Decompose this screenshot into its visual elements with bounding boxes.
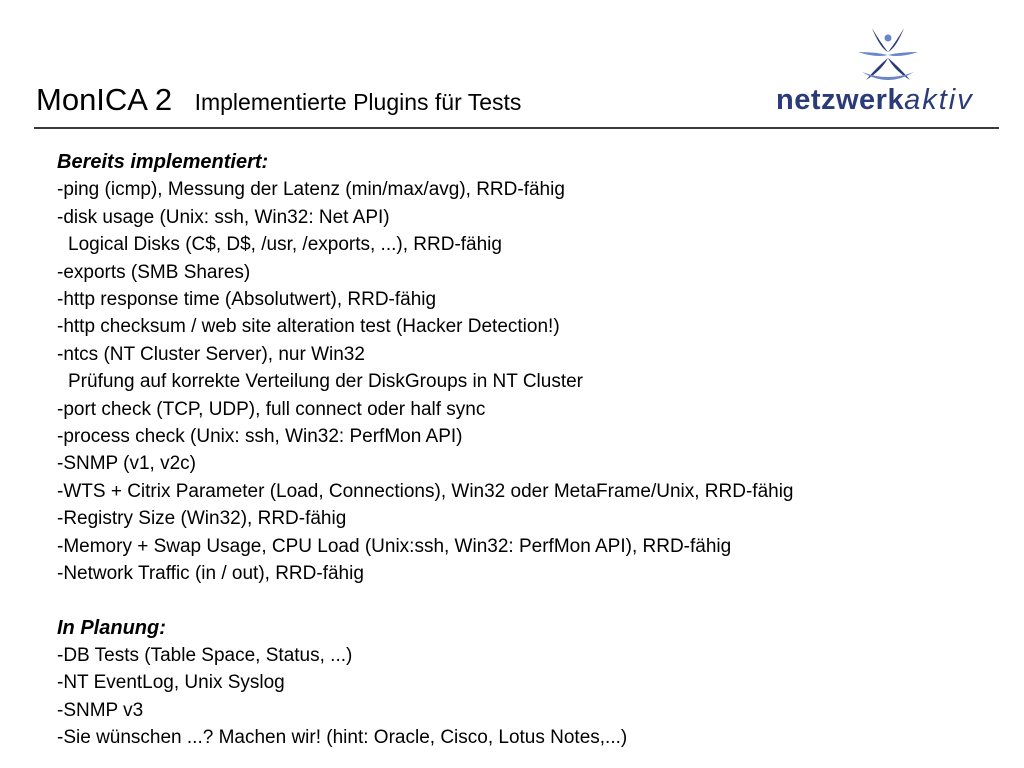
logo-wordmark xyxy=(776,84,974,117)
list-item: Prüfung auf korrekte Verteilung der DiskGroups in NT Cluster xyxy=(68,371,583,393)
section-heading: In Planung: xyxy=(57,616,166,639)
list-item: -http checksum / web site alteration test (Hacker Detection!) xyxy=(57,316,560,338)
list-item: -NT EventLog, Unix Syslog xyxy=(57,672,285,694)
section-heading: Bereits implementiert: xyxy=(57,151,269,173)
list-item: -exports (SMB Shares) xyxy=(57,261,251,283)
list-item: -Network Traffic (in / out), RRD-fähig xyxy=(57,563,364,585)
page-subtitle: Implementierte Plugins für Tests xyxy=(194,89,522,115)
list-item: -ping (icmp), Messung der Latenz (min/max/avg), RRD-fähig xyxy=(57,179,565,201)
section-implemented xyxy=(57,149,1007,588)
logo-text-light: aktiv xyxy=(904,84,974,116)
list-item: -process check (Unix: ssh, Win32: PerfMon API) xyxy=(57,426,463,448)
page-title: MonICA 2 xyxy=(36,82,173,117)
section-gap xyxy=(57,588,1007,615)
list-item: -SNMP (v1, v2c) xyxy=(57,453,197,475)
list-item: -WTS + Citrix Parameter (Load, Connections), Win32 oder MetaFrame/Unix, RRD-fähig xyxy=(57,480,794,502)
section-planned xyxy=(57,615,1007,752)
list-item: -disk usage (Unix: ssh, Win32: Net API) xyxy=(57,206,390,228)
list-item: -http response time (Absolutwert), RRD-fähig xyxy=(57,289,437,311)
star-person-icon xyxy=(776,22,1014,86)
list-item: -SNMP v3 xyxy=(57,699,144,721)
slide-content xyxy=(57,149,1007,752)
list-item: Logical Disks (C$, D$, /usr, /exports, ...), RRD-fähig xyxy=(68,234,502,256)
list-item: -DB Tests (Table Space, Status, ...) xyxy=(57,644,353,666)
list-item: -Memory + Swap Usage, CPU Load (Unix:ssh, Win32: PerfMon API), RRD-fähig xyxy=(57,535,732,557)
list-item: -Sie wünschen ...? Machen wir! (hint: Oracle, Cisco, Lotus Notes,...) xyxy=(57,727,628,749)
list-item: -ntcs (NT Cluster Server), nur Win32 xyxy=(57,343,365,365)
slide-title xyxy=(36,82,521,118)
list-item: -Registry Size (Win32), RRD-fähig xyxy=(57,508,347,530)
title-divider xyxy=(34,127,999,129)
list-item: -port check (TCP, UDP), full connect oder half sync xyxy=(57,398,486,420)
netzwerkaktiv-logo xyxy=(776,22,1014,122)
logo-text-bold: netzwerk xyxy=(776,84,905,116)
